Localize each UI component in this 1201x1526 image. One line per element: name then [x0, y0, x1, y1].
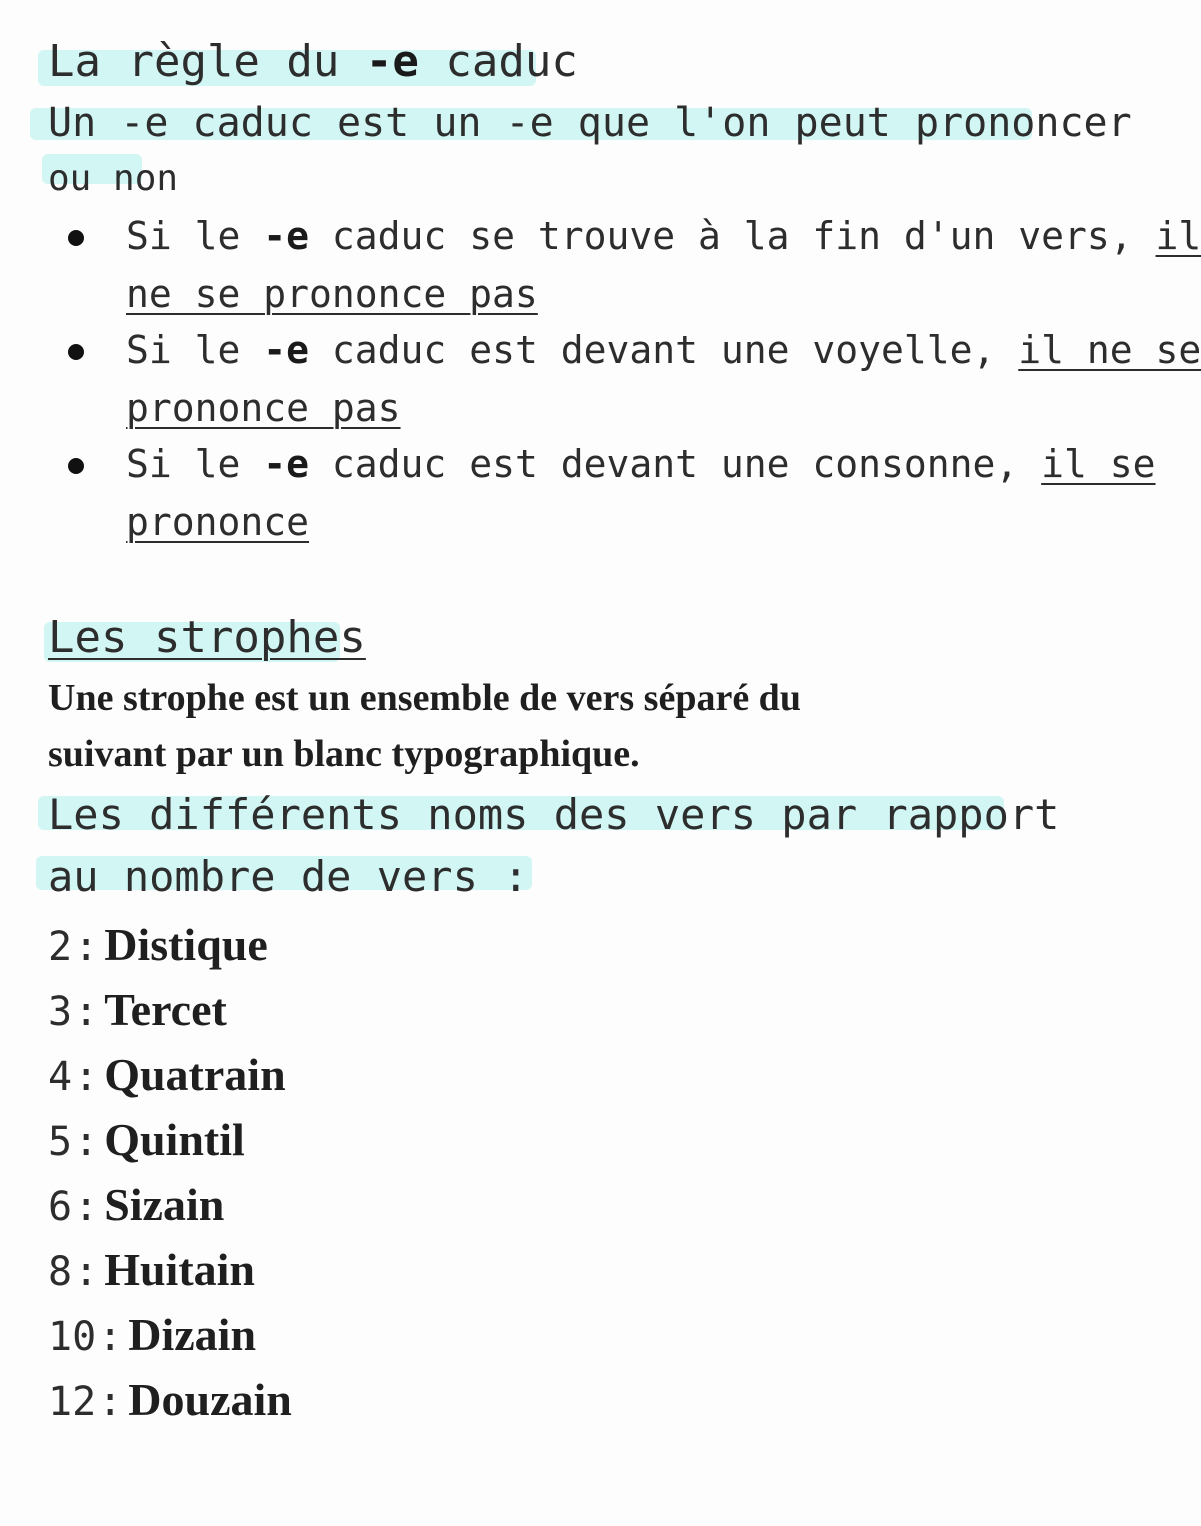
definition-caduc-line1: Un -e caduc est un -e que l'on peut prononcer — [48, 100, 1132, 146]
bullet-item-3-line1: Si le -e caduc est devant une consonne, il se — [126, 442, 1156, 486]
bullet-item-3-line2: prononce — [126, 500, 310, 544]
list-item: 12: Douzain — [48, 1374, 292, 1425]
bullet-item-2-line1: Si le -e caduc est devant une voyelle, il ne se — [126, 328, 1201, 372]
list-item-number: 8 — [48, 1249, 73, 1295]
subtitle-noms-line2: au nombre de vers : — [48, 852, 529, 901]
list-item-number: 12 — [48, 1379, 97, 1425]
list-item-number: 6 — [48, 1184, 73, 1230]
list-item-number: 10 — [48, 1314, 97, 1360]
list-item-name: Tercet — [104, 984, 227, 1035]
list-item-number: 5 — [48, 1119, 73, 1165]
definition-strophe-line2: suivant par un blanc typographique. — [48, 733, 640, 775]
bullet-dot — [68, 230, 84, 246]
definition-caduc-line2: ou non — [48, 158, 179, 199]
list-item-number: 4 — [48, 1054, 73, 1100]
list-item-name: Douzain — [128, 1374, 292, 1425]
bullet-item-1-line2: ne se prononce pas — [126, 272, 538, 316]
list-item-name: Huitain — [104, 1244, 256, 1295]
bullet-item-1-line1: Si le -e caduc se trouve à la fin d'un vers, il — [126, 214, 1201, 258]
list-item: 6: Sizain — [48, 1179, 225, 1230]
list-item: 2: Distique — [48, 919, 268, 970]
list-item: 8: Huitain — [48, 1244, 256, 1295]
subtitle-noms-line1: Les différents noms des vers par rapport — [48, 790, 1060, 839]
list-item-number: 3 — [48, 989, 73, 1035]
bullet-dot — [68, 458, 84, 474]
section-title-caduc: La règle du -e caduc — [48, 36, 578, 87]
list-item: 3: Tercet — [48, 984, 227, 1035]
bullet-item-2-line2: prononce pas — [126, 386, 401, 430]
definition-strophe-line1: Une strophe est un ensemble de vers séparé du — [48, 677, 801, 719]
bullet-dot — [68, 344, 84, 360]
list-item-name: Quatrain — [104, 1049, 286, 1100]
list-item-number: 2 — [48, 924, 73, 970]
section-title-strophes: Les strophes — [48, 612, 366, 663]
list-item: 10: Dizain — [48, 1309, 257, 1360]
list-item: 4: Quatrain — [48, 1049, 286, 1100]
list-item-name: Sizain — [104, 1179, 225, 1230]
list-item-name: Distique — [104, 919, 268, 970]
list-item-name: Dizain — [128, 1309, 257, 1360]
list-item: 5: Quintil — [48, 1114, 245, 1165]
list-item-name: Quintil — [104, 1114, 245, 1165]
